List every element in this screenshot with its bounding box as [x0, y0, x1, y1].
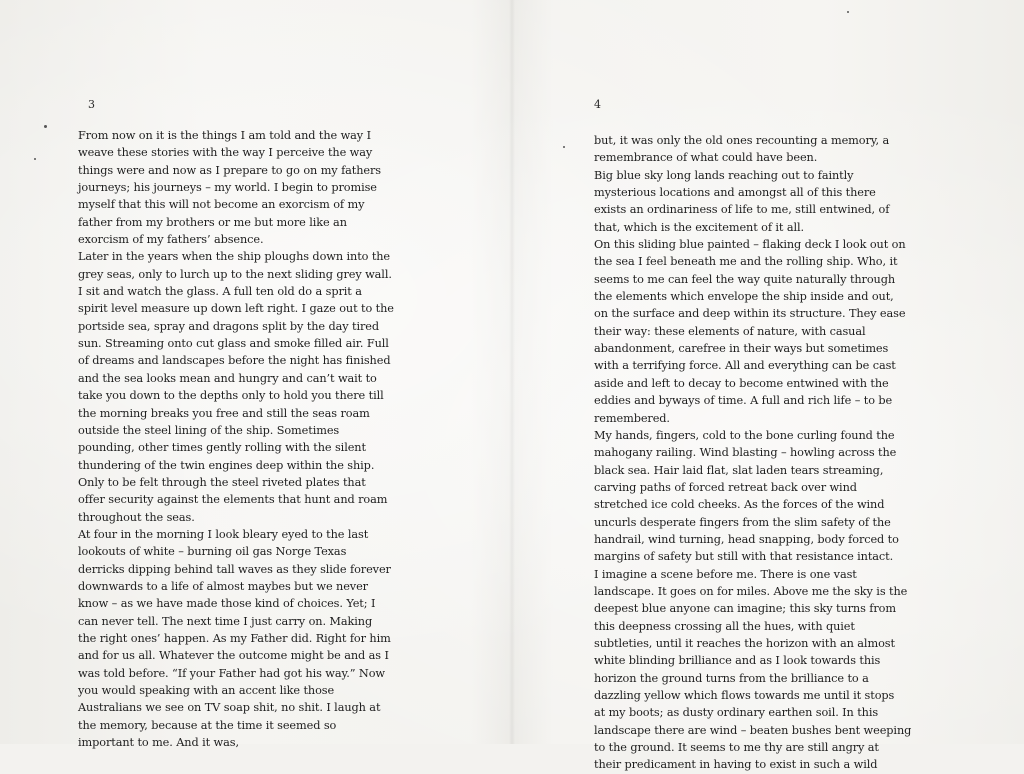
text-line: mysterious locations and amongst all of this there: [594, 186, 876, 200]
text-line: can never tell. The next time I just carry on. Making: [78, 614, 373, 628]
text-line: subtleties, until it reaches the horizon with an almost: [594, 636, 895, 650]
text-line: exorcism of my fathers’ absence.: [78, 233, 264, 247]
text-line: thundering of the twin engines deep within the ship.: [78, 458, 375, 472]
text-line: at my boots; as dusty ordinary earthen soil. In this: [594, 706, 879, 720]
text-line: portside sea, spray and dragons split by the day tired: [78, 319, 380, 333]
text-line: the sea I feel beneath me and the rolling ship. Who, it: [594, 255, 898, 269]
paper-speck: [44, 125, 47, 128]
text-line: throughout the seas.: [78, 510, 195, 524]
paper-speck: [563, 146, 565, 148]
text-line: Later in the years when the ship ploughs down into the: [78, 250, 391, 264]
text-line: downwards to a life of almost maybes but we never: [78, 579, 368, 593]
text-line: pounding, other times gently rolling with the silent: [78, 441, 366, 455]
text-line: you would speaking with an accent like those: [78, 684, 335, 697]
text-line: dazzling yellow which flows towards me until it stops: [594, 689, 895, 702]
text-line: things were and now as I prepare to go on my fathers: [78, 163, 381, 177]
text-line: On this sliding blue painted – flaking deck I look out on: [594, 238, 906, 252]
text-line: offer security against the elements that hunt and roam: [78, 493, 388, 507]
text-line: margins of safety but still with that resistance intact.: [594, 550, 894, 564]
text-line: stretched ice cold cheeks. As the forces of the wind: [594, 498, 885, 512]
text-line: handrail, wind turning, head snapping, body forced to: [594, 532, 899, 546]
right-page-text: [594, 132, 911, 774]
text-line: From now on it is the things I am told and the way I: [78, 129, 371, 142]
text-line: the morning breaks you free and still the seas roam: [78, 406, 370, 420]
text-line: but, it was only the old ones recounting a memory, a: [594, 134, 890, 147]
left-page-text: [78, 127, 394, 751]
text-line: myself that this will not become an exorcism of my: [78, 198, 365, 212]
text-line: this deepness crossing all the hues, with quiet: [594, 619, 855, 633]
text-line: mahogany railing. Wind blasting – howling across the: [594, 446, 897, 460]
text-line: sun. Streaming onto cut glass and smoke filled air. Full: [78, 337, 389, 351]
text-line: black sea. Hair laid flat, slat laden tears streaming,: [594, 463, 884, 477]
text-line: that, which is the excitement of it all.: [594, 220, 805, 234]
text-line: remembrance of what could have been.: [594, 151, 818, 165]
text-line: to the ground. It seems to me thy are still angry at: [594, 741, 879, 755]
text-line: know – as we have made those kind of choices. Yet; I: [78, 597, 376, 611]
text-line: on the surface and deep within its structure. They ease: [594, 307, 906, 321]
text-line: I sit and watch the glass. A full ten old do a sprit a: [78, 285, 362, 299]
text-line: eddies and byways of time. A full and rich life – to be: [594, 394, 893, 408]
text-line: the memory, because at the time it seemed so: [78, 718, 337, 732]
text-line: important to me. And it was,: [78, 736, 239, 750]
text-line: landscape. It goes on for miles. Above me the sky is the: [594, 584, 908, 598]
text-line: Only to be felt through the steel riveted plates that: [78, 475, 366, 489]
text-line: journeys; his journeys – my world. I begin to promise: [78, 181, 377, 195]
text-line: Big blue sky long lands reaching out to faintly: [594, 168, 854, 182]
text-line: was told before. “If your Father had got his way.” Now: [78, 666, 385, 680]
text-line: of dreams and landscapes before the night has finished: [78, 354, 391, 368]
text-line: with a terrifying force. All and everything can be cast: [594, 359, 896, 373]
text-line: the elements which envelope the ship inside and out,: [594, 290, 894, 304]
text-line: exists an ordinariness of life to me, still entwined, of: [594, 203, 890, 217]
text-line: and for us all. Whatever the outcome might be and as I: [78, 649, 389, 663]
text-line: father from my brothers or me but more like an: [78, 215, 347, 229]
text-line: the right ones’ happen. As my Father did. Right for him: [78, 631, 391, 645]
text-line: My hands, fingers, cold to the bone curling found the: [594, 428, 895, 442]
paper-speck: [847, 11, 849, 13]
text-line: deepest blue anyone can imagine; this sky turns from: [594, 602, 896, 616]
paper-speck: [34, 158, 36, 160]
text-line: weave these stories with the way I perceive the way: [78, 146, 373, 160]
text-line: I imagine a scene before me. There is one vast: [594, 567, 857, 581]
text-line: lookouts of white – burning oil gas Norge Texas: [78, 545, 347, 559]
text-line: their predicament in having to exist in such a wild: [594, 758, 878, 772]
text-line: uncurls desperate fingers from the slim safety of the: [594, 515, 891, 529]
text-line: derricks dipping behind tall waves as they slide forever: [78, 562, 391, 576]
text-line: aside and left to decay to become entwined with the: [594, 376, 889, 390]
text-line: grey seas, only to lurch up to the next sliding grey wall.: [78, 267, 392, 281]
text-line: At four in the morning I look bleary eyed to the last: [78, 527, 369, 541]
page-number-right: 4: [594, 98, 601, 111]
text-line: landscape there are wind – beaten bushes bent weeping: [594, 723, 912, 737]
text-line: outside the steel lining of the ship. Sometimes: [78, 423, 340, 437]
text-line: horizon the ground turns from the brilliance to a: [594, 671, 869, 685]
page-number-left: 3: [88, 98, 95, 111]
text-line: white blinding brilliance and as I look towards this: [594, 654, 881, 668]
text-line: carving paths of forced retreat back over wind: [594, 480, 857, 494]
text-line: remembered.: [594, 411, 670, 425]
text-line: abandonment, carefree in their ways but sometimes: [594, 342, 889, 356]
text-line: and the sea looks mean and hungry and can’t wait to: [78, 371, 377, 385]
page-fold: [509, 0, 515, 744]
text-line: Australians we see on TV soap shit, no shit. I laugh at: [78, 701, 381, 715]
text-line: seems to me can feel the way quite naturally through: [594, 272, 896, 286]
text-line: take you down to the depths only to hold you there till: [78, 389, 384, 403]
text-line: spirit level measure up down left right. I gaze out to the: [78, 302, 394, 316]
text-line: their way: these elements of nature, with casual: [594, 324, 866, 338]
